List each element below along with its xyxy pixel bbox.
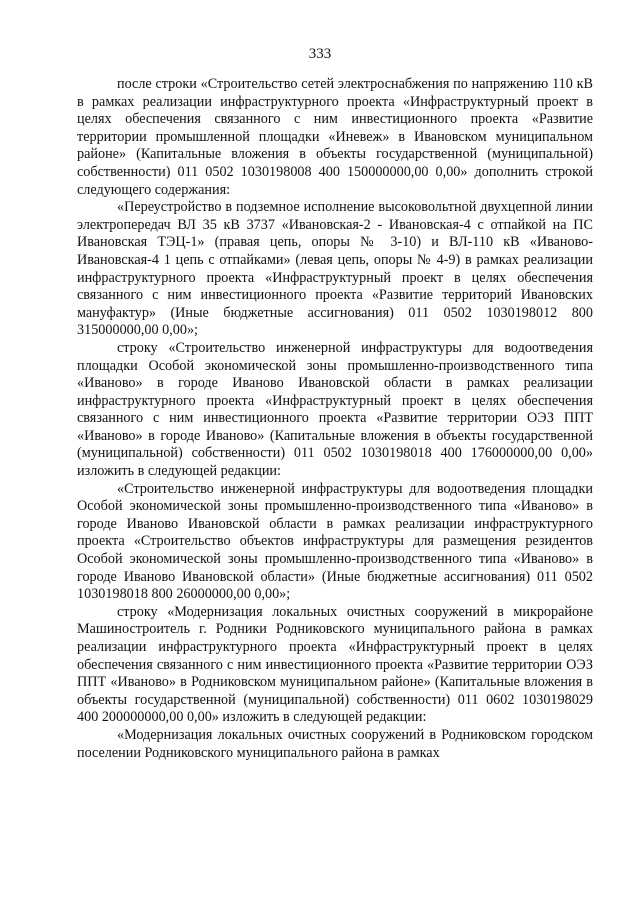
paragraph-2: «Переустройство в подземное исполнение высоковольтной двухцепной линии электропередач ВЛ 35 кВ 3737 «Ивановская-2 - Ивановская-4 с отпайкой на ПС Ивановская ТЭЦ-1» (правая цепь, опоры № 3-10) и ВЛ-110 кВ «Иваново-Ивановская-4 1 цепь с отпайками» (левая цепь, опоры № 4-9) в рамках реализации инфраструктурного проекта «Инфраструктурный проект в целях обеспечения связанного с ним инвестиционного проекта «Развитие территорий Ивановских мануфактур» (Иные бюджетные ассигнования) 011 0502 1030198012 800 315000000,00 0,00»; xyxy=(77,199,593,339)
document-body xyxy=(77,76,593,762)
paragraph-5: строку «Модернизация локальных очистных сооружений в микрорайоне Машиностроитель г. Родники Родниковского муниципального района в рамках реализации инфраструктурного проекта «Инфраструктурный проект в целях обеспечения связанного с ним инвестиционного проекта «Развитие территории ОЭЗ ППТ «Иваново» в Родниковском муниципальном районе» (Капитальные вложения в объекты государственной (муниципальной) собственности) 011 0602 1030198029 400 200000000,00 0,00» изложить в следующей редакции: xyxy=(77,603,593,726)
paragraph-6: «Модернизация локальных очистных сооружений в Родниковском городском поселении Родниковского муниципального района в рамках xyxy=(77,726,593,761)
page-number: 333 xyxy=(308,46,332,62)
paragraph-1: после строки «Строительство сетей электроснабжения по напряжению 110 кВ в рамках реализации инфраструктурного проекта «Инфраструктурный проект в целях обеспечения связанного с ним инвестиционного проекта «Развитие территории промышленной площадки «Иневеж» в Ивановском муниципальном районе» (Капитальные вложения в объекты государственной (муниципальной) собственности) 011 0502 1030198008 400 150000000,00 0,00» дополнить строкой следующего содержания: xyxy=(77,76,593,198)
paragraph-4: «Строительство инженерной инфраструктуры для водоотведения площадки Особой экономической зоны промышленно-производственного типа «Иваново» в городе Иваново Ивановской области в рамках реализации инфраструктурного проекта «Строительство объектов инфраструктуры для размещения резидентов Особой экономической зоны промышленно-производственного типа «Иваново» в городе Иваново Ивановской области» (Иные бюджетные ассигнования) 011 0502 1030198018 800 26000000,00 0,00»; xyxy=(77,480,593,603)
paragraph-3: строку «Строительство инженерной инфраструктуры для водоотведения площадки Особой экономической зоны промышленно-производственного типа «Иваново» в городе Иваново Ивановской области в рамках реализации инфраструктурного проекта «Инфраструктурный проект в целях обеспечения связанного с ним инвестиционного проекта «Развитие территории ОЭЗ ППТ «Иваново» в городе Иваново» (Капитальные вложения в объекты государственной (муниципальной) собственности) 011 0502 1030198018 400 176000000,00 0,00» изложить в следующей редакции: xyxy=(77,339,593,480)
